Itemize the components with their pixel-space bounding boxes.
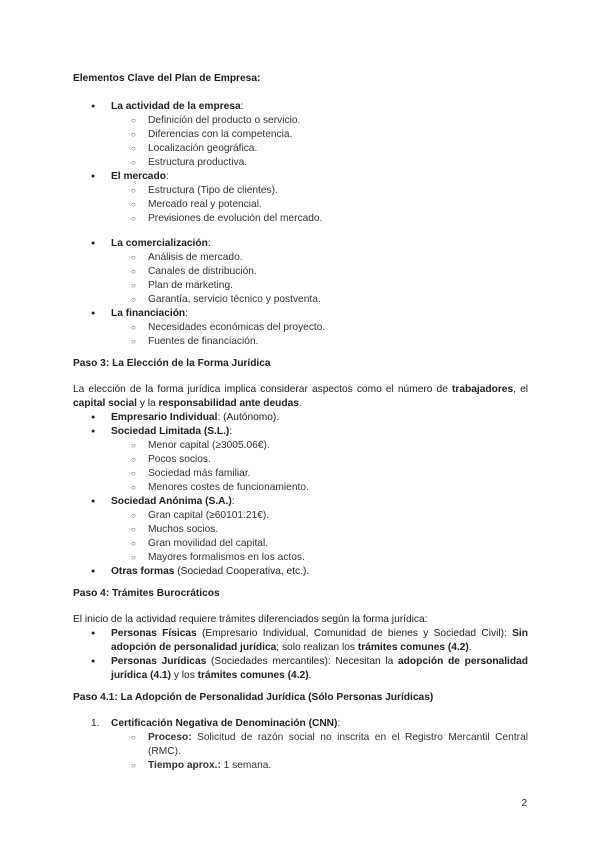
sub-list [111,509,528,565]
sub-item: ○ Tiempo aprox.: 1 semana. [111,759,528,773]
legal-form-intro: La elección de la forma jurídica implica considerar aspectos como el número de trabajadores, el capital social y la responsabilidad ante deudas. [73,384,529,409]
sub-item: ○ Necesidades económicas del proyecto. [111,321,528,335]
sub-item: ○ Análisis de mercado. [111,251,528,265]
list-item: ● Sociedad Limitada (S.L.): ○ Menor capital (≥3005.06€). ○ Pocos socios. ○ Sociedad más familiar. ○ Menores costes de funcionamiento. [73,425,528,495]
legal-form-list [73,411,528,579]
sub-item: ○ Gran capital (≥60101.21€). [111,509,528,523]
sub-item: ○ Proceso: Solicitud de razón social no inscrita en el Registro Mercantil Central (RMC). [111,731,528,759]
section-title-key-elements: Elementos Clave del Plan de Empresa: [73,73,261,84]
sub-list [111,251,528,307]
section-title-bureaucracy: Paso 4: Trámites Burocráticos [73,588,220,599]
list-item: ● La actividad de la empresa: ○ Definición del producto o servicio. ○ Diferencias con la competencia. ○ Localización geográfica. ○ Estructura productiva. [73,100,528,170]
sub-item: ○ Estructura productiva. [111,156,528,170]
legal-personality-list [73,717,528,773]
list-item: ● Personas Jurídicas (Sociedades mercantiles): Necesitan la adopción de personalidad jurídica (4.1) y los trámites comunes (4.2). [73,655,528,683]
sub-item: ○ Canales de distribución. [111,265,528,279]
list-item: ● Personas Físicas (Empresario Individual, Comunidad de bienes y Sociedad Civil): Sin adopción de personalidad jurídica; solo realizan los trámites comunes (4.2). [73,627,528,655]
list-item: ● Sociedad Anónima (S.A.): ○ Gran capital (≥60101.21€). ○ Muchos socios. ○ Gran movilidad del capital. ○ Mayores formalismos en los actos. [73,495,528,565]
sub-list [111,114,528,170]
sub-item: ○ Estructura (Tipo de clientes). [111,184,528,198]
list-item: ● La comercialización: ○ Análisis de mercado. ○ Canales de distribución. ○ Plan de marketing. ○ Garantía, servicio técnico y postventa. [73,237,528,307]
sub-item: ○ Garantía, servicio técnico y postventa. [111,293,528,307]
key-elements-list [73,100,528,349]
section-title-legal-personality: Paso 4.1: La Adopción de Personalidad Jurídica (Sólo Personas Jurídicas) [73,692,434,703]
sub-item: ○ Diferencias con la competencia. [111,128,528,142]
document-page [73,64,528,773]
list-item: ● Otras formas (Sociedad Cooperativa, etc.). [73,565,528,579]
sub-item: ○ Gran movilidad del capital. [111,537,528,551]
list-item: ● Empresario Individual: (Autónomo). [73,411,528,425]
list-item: 1. Certificación Negativa de Denominación (CNN): ○ Proceso: Solicitud de razón social no inscrita en el Registro Mercantil Central (RMC). ○ Tiempo aprox.: 1 semana. [73,717,528,773]
list-item: ● El mercado: ○ Estructura (Tipo de clientes). ○ Mercado real y potencial. ○ Previsiones de evolución del mercado. [73,170,528,226]
section-title-legal-form: Paso 3: La Elección de la Forma Jurídica [73,358,271,369]
sub-item: ○ Muchos socios. [111,523,528,537]
sub-item: ○ Menor capital (≥3005.06€). [111,439,528,453]
sub-item: ○ Fuentes de financiación. [111,335,528,349]
sub-item: ○ Definición del producto o servicio. [111,114,528,128]
sub-item: ○ Pocos socios. [111,453,528,467]
sub-list [111,439,528,495]
sub-list [111,731,528,773]
sub-item: ○ Sociedad más familiar. [111,467,528,481]
sub-list [111,184,528,226]
list-item: ● La financiación: ○ Necesidades económicas del proyecto. ○ Fuentes de financiación. [73,307,528,349]
page-number: 2 [521,798,527,809]
sub-item: ○ Plan de marketing. [111,279,528,293]
sub-item: ○ Localización geográfica. [111,142,528,156]
sub-item: ○ Menores costes de funcionamiento. [111,481,528,495]
sub-item: ○ Mercado real y potencial. [111,198,528,212]
bureaucracy-list [73,627,528,683]
sub-list [111,321,528,349]
sub-item: ○ Previsiones de evolución del mercado. [111,212,528,226]
sub-item: ○ Mayores formalismos en los actos. [111,551,528,565]
bureaucracy-intro: El inicio de la actividad requiere trámites diferenciados según la forma jurídica: [73,614,428,625]
